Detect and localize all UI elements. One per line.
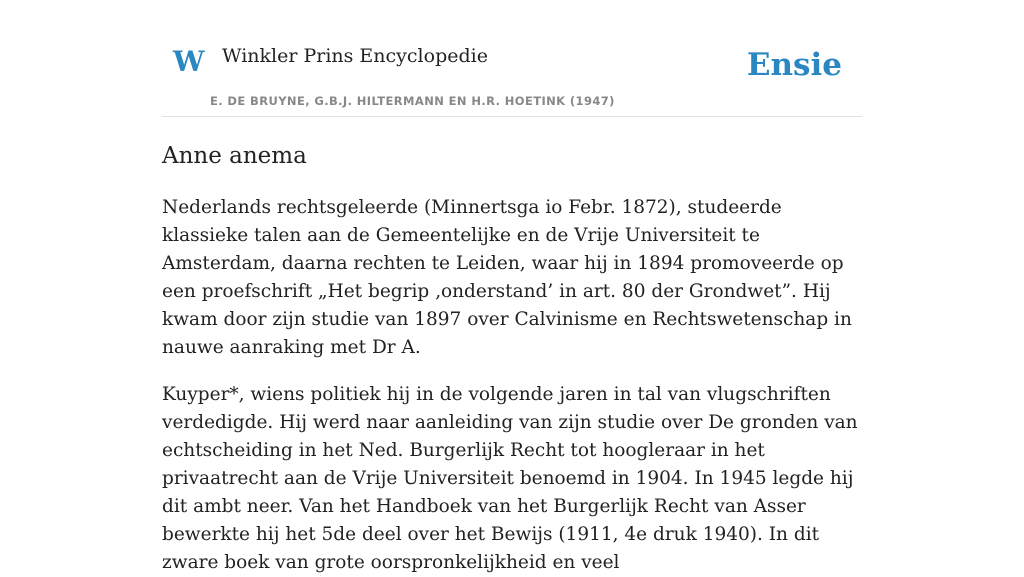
source-authors: E. DE BRUYNE, G.B.J. HILTERMANN EN H.R. HOETINK (1947) — [210, 94, 615, 108]
article-title: Anne anema — [162, 143, 307, 169]
ensie-logo[interactable]: Ensie — [746, 47, 842, 83]
source-title[interactable]: Winkler Prins Encyclopedie — [222, 45, 488, 67]
article-paragraph: Nederlands rechtsgeleerde (Minnertsga io Febr. 1872), studeerde klassieke talen aan de Gemeentelijke en de Vrije Universiteit te Amsterdam, daarna rechten te Leiden, waar hij in 1894 promoveerde op een proefschrift „Het begrip ‚onderstand’ in art. 80 der Grondwet”. Hij kwam door zijn studie van 1897 over Calvinisme en Rechtswetenschap in nauwe aanraking met Dr A. — [162, 196, 852, 358]
source-logo[interactable]: W — [173, 45, 205, 78]
article-paragraph: Kuyper*, wiens politiek hij in de volgende jaren in tal van vlugschriften verdedigde. Hij werd naar aanleiding van zijn studie over De gronden van echtscheiding in het Ned. Burgerlijk Recht tot hoogleraar in het privaatrecht aan de Vrije Universiteit benoemd in 1904. In 1945 legde hij dit ambt neer. Van het Handboek van het Burgerlijk Recht van Asser bewerkte hij het 5de deel over het Bewijs (1911, 4e druk 1940). In dit zware boek van grote oorspronkelijkheid en veel — [162, 383, 858, 573]
source-header — [162, 0, 862, 117]
page — [162, 0, 862, 577]
